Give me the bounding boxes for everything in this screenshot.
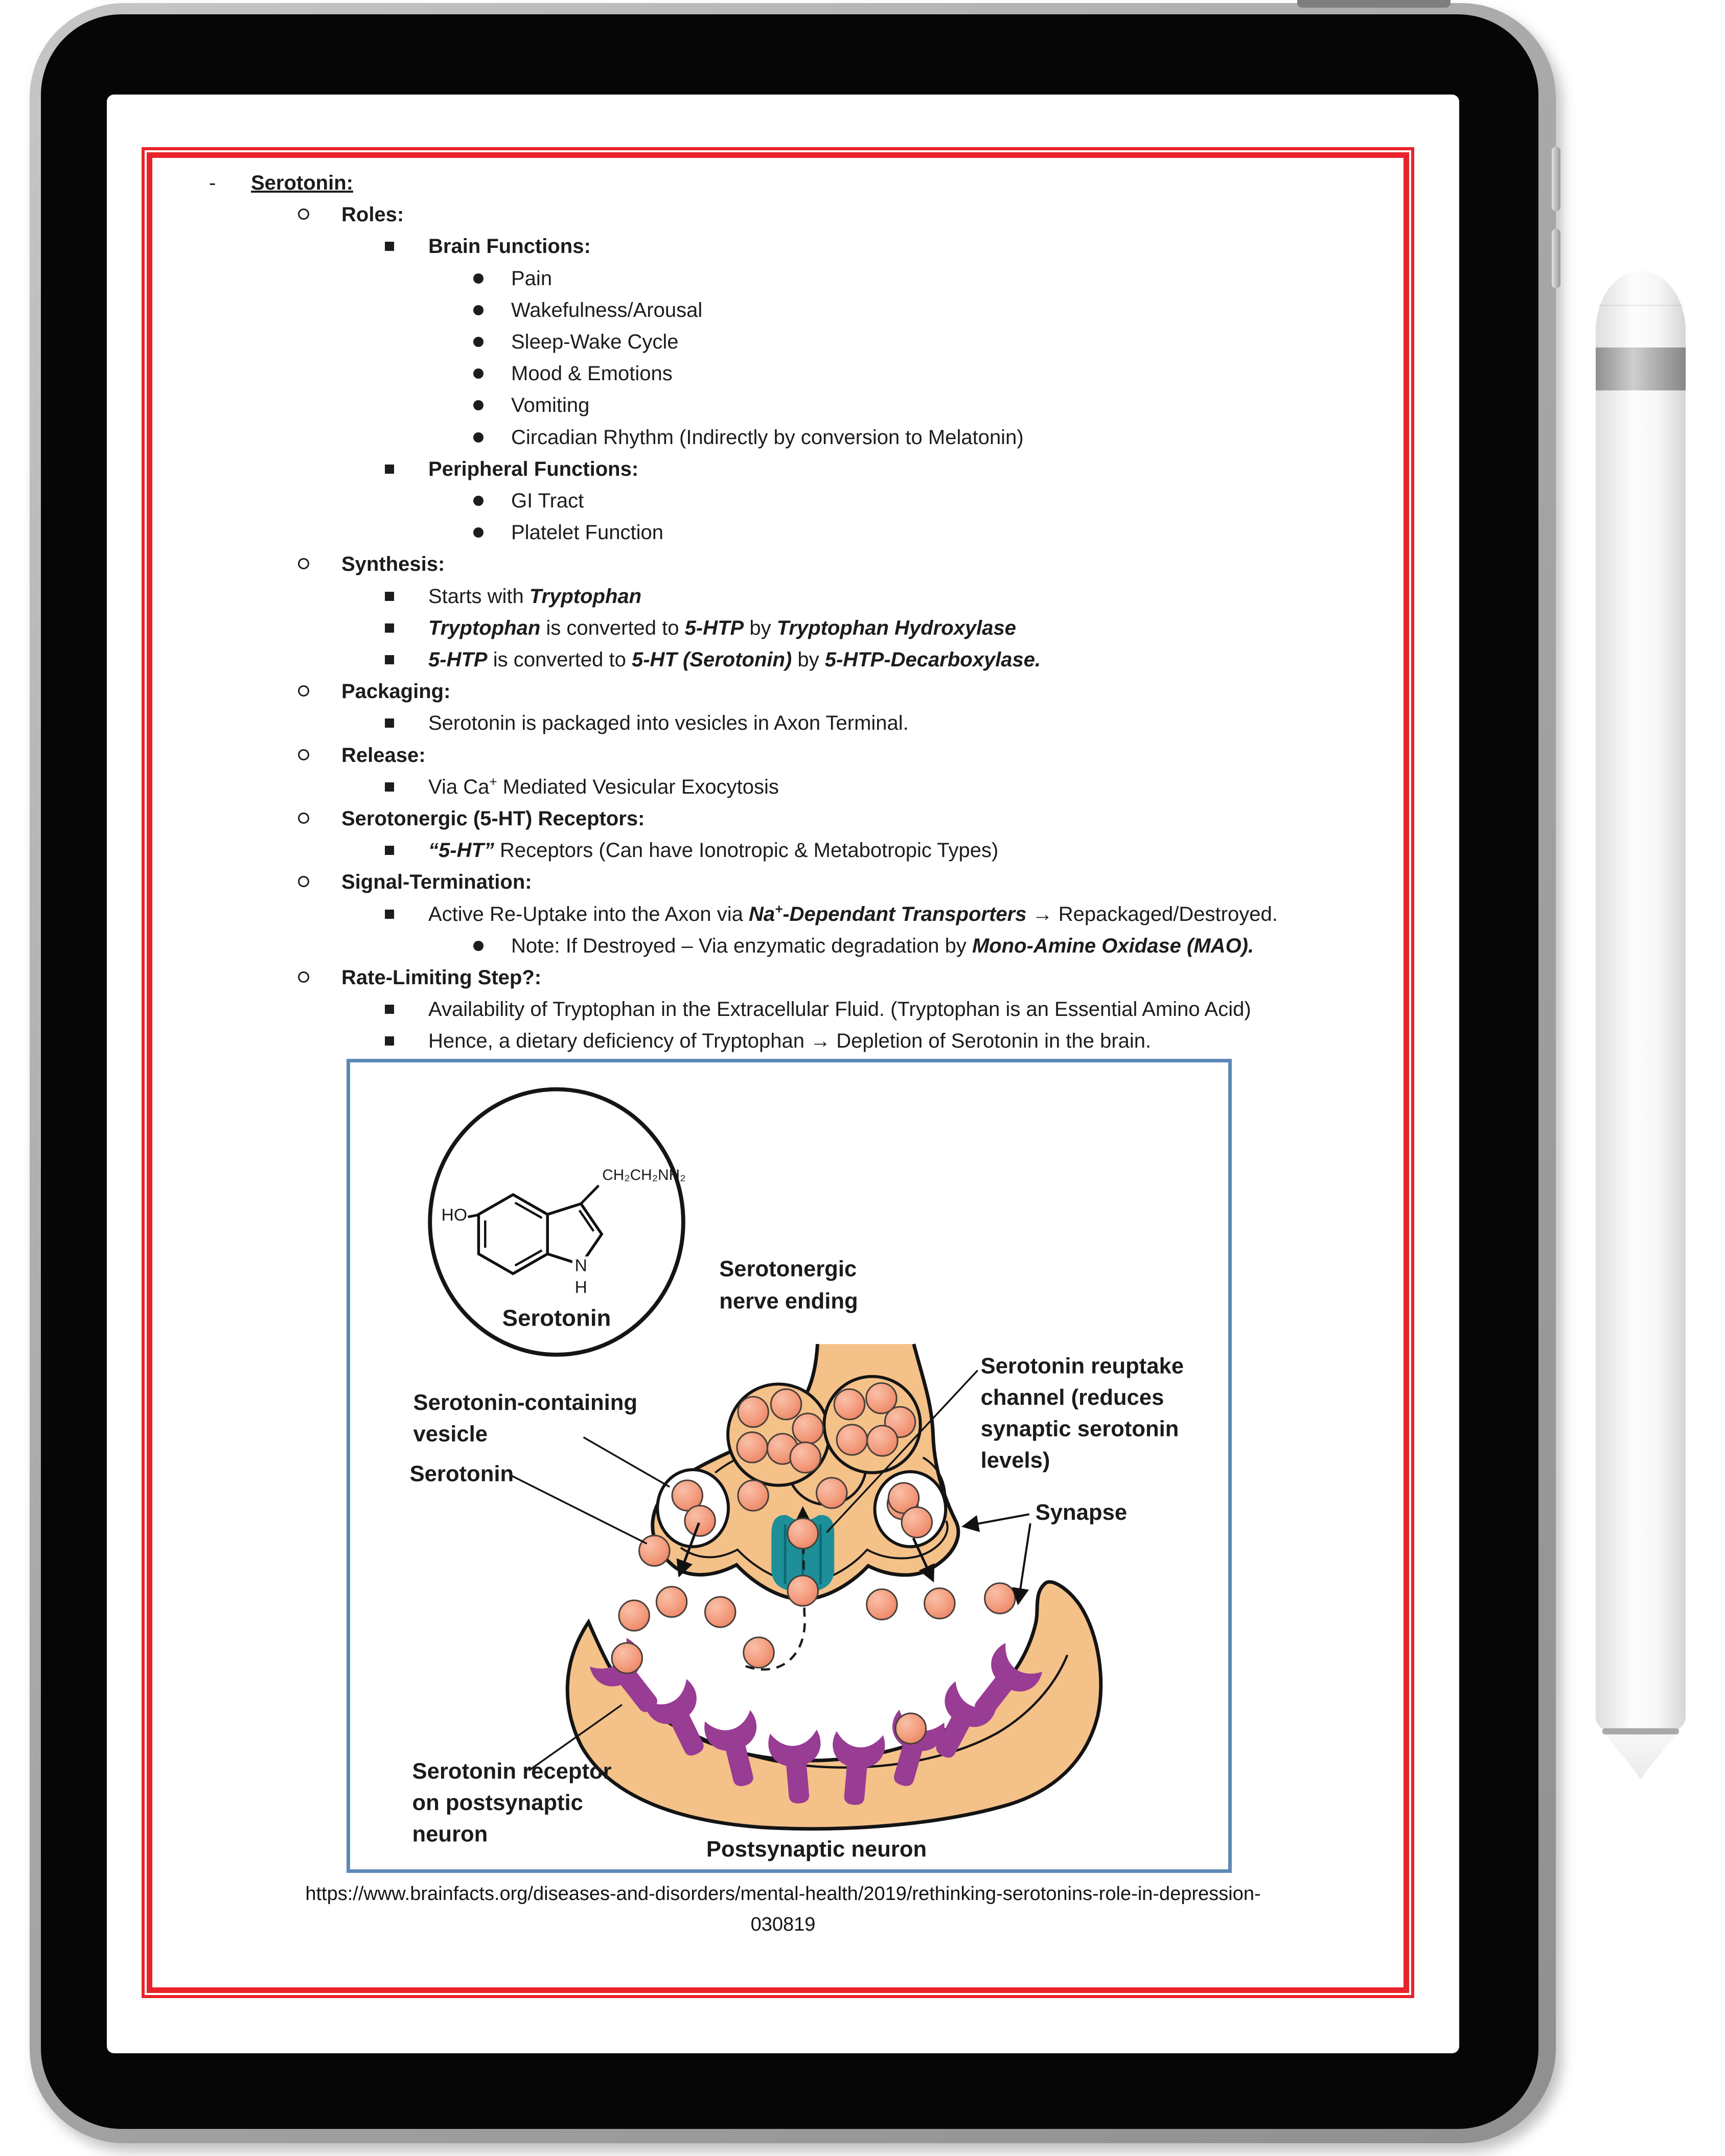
circle-bullet	[298, 876, 309, 887]
outline-text: Rate-Limiting Step?:	[341, 966, 542, 989]
outline-item	[0, 866, 1482, 898]
outline-text: Packaging:	[341, 680, 451, 703]
outline-text: Signal-Termination:	[341, 871, 532, 893]
outline-text: Availability of Tryptophan in the Extracellular Fluid. (Tryptophan is an Essential Amino Acid)	[428, 998, 1251, 1021]
outline-item	[0, 230, 1482, 262]
label-nerve-ending-1: Serotonergic	[719, 1257, 857, 1282]
square-bullet	[385, 718, 394, 728]
label-serotonin: Serotonin	[409, 1462, 514, 1487]
square-bullet	[385, 655, 394, 664]
label-synapse: Synapse	[1035, 1500, 1128, 1525]
square-bullet	[385, 1005, 394, 1014]
outline-text: Hence, a dietary deficiency of Tryptophan → Depletion of Serotonin in the brain.	[428, 1030, 1152, 1052]
outline-item	[0, 644, 1482, 676]
outline-item	[0, 294, 1482, 326]
circle-bullet	[298, 558, 309, 569]
outline-text: Roles:	[341, 203, 404, 226]
synapse-figure	[347, 1059, 1232, 1873]
outline-item	[0, 739, 1482, 771]
molecule-label: Serotonin	[502, 1305, 611, 1331]
molecule-n: N	[574, 1256, 587, 1276]
outline-text: Active Re-Uptake into the Axon via Na+-Dependant Transporters → Repackaged/Destroyed.	[428, 901, 1278, 925]
label-reuptake-2: channel (reduces	[980, 1385, 1164, 1410]
molecule-chain: CH₂CH₂NH₂	[602, 1166, 686, 1184]
serotonin-molecule	[430, 1089, 685, 1355]
source-url-line2: 030819	[750, 1914, 816, 1935]
molecule-ho: HO	[441, 1205, 468, 1225]
outline-item	[0, 707, 1482, 739]
circle-bullet	[298, 749, 309, 760]
square-bullet	[385, 465, 394, 474]
circle-bullet	[298, 813, 309, 824]
outline-text: Vomiting	[511, 394, 590, 416]
outline-item	[0, 389, 1482, 421]
outline-text: Sleep-Wake Cycle	[511, 331, 679, 353]
label-reuptake-3: synaptic serotonin	[980, 1417, 1179, 1442]
outline-item	[0, 898, 1482, 930]
label-nerve-ending-2: nerve ending	[719, 1289, 858, 1314]
outline-item	[0, 930, 1482, 962]
outline-item	[0, 962, 1482, 993]
outline-item	[0, 676, 1482, 707]
square-bullet	[385, 782, 394, 792]
outline-item	[0, 803, 1482, 834]
outline-text: Serotonin:	[251, 172, 353, 194]
dot-bullet	[473, 273, 484, 284]
dot-bullet	[473, 368, 484, 379]
outline-text: Release:	[341, 744, 426, 767]
dot-bullet	[473, 305, 484, 315]
outline-text: Circadian Rhythm (Indirectly by conversion to Melatonin)	[511, 426, 1024, 449]
label-vesicle-1: Serotonin-containing	[413, 1390, 638, 1415]
outline-item	[0, 612, 1482, 644]
label-receptor-2: on postsynaptic	[412, 1791, 583, 1816]
outline-item	[0, 263, 1482, 294]
outline-text: Tryptophan is converted to 5-HTP by Tryptophan Hydroxylase	[428, 617, 1016, 639]
outline-text: Synthesis:	[341, 553, 445, 575]
outline-item	[0, 1025, 1482, 1057]
square-bullet	[385, 910, 394, 919]
square-bullet	[385, 623, 394, 633]
outline-item	[0, 422, 1482, 453]
square-bullet	[385, 592, 394, 601]
dot-bullet	[473, 527, 484, 538]
outline-text: Pain	[511, 267, 553, 290]
circle-bullet	[298, 971, 309, 983]
source-url-line1: https://www.brainfacts.org/diseases-and-disorders/mental-health/2019/rethinking-serotonins-role-in-depression-	[305, 1883, 1261, 1905]
molecule-h: H	[574, 1278, 587, 1297]
outline-item	[0, 453, 1482, 485]
label-receptor-3: neuron	[412, 1822, 488, 1847]
outline-text: Peripheral Functions:	[428, 458, 639, 480]
outline-text: Brain Functions:	[428, 235, 591, 258]
dash-bullet: -	[209, 172, 216, 194]
outline-item	[0, 834, 1482, 866]
dot-bullet	[473, 941, 484, 951]
circle-bullet	[298, 685, 309, 697]
outline-item	[0, 993, 1482, 1025]
dot-bullet	[473, 400, 484, 410]
label-reuptake-1: Serotonin reuptake	[980, 1354, 1184, 1379]
square-bullet	[385, 242, 394, 251]
dot-bullet	[473, 496, 484, 506]
synapse-arrow-lower	[1018, 1523, 1030, 1604]
outline-text: Serotonergic (5-HT) Receptors:	[341, 807, 645, 830]
label-postsynaptic: Postsynaptic neuron	[706, 1837, 927, 1862]
outline-item	[0, 358, 1482, 389]
outline-item	[0, 485, 1482, 517]
outline-text: GI Tract	[511, 490, 584, 512]
outline-item	[0, 167, 1482, 199]
outline-item	[0, 771, 1482, 803]
outline-item	[0, 199, 1482, 230]
outline-text: Serotonin is packaged into vesicles in Axon Terminal.	[428, 712, 909, 734]
outline-text: Platelet Function	[511, 521, 663, 544]
synapse-figure-svg	[350, 1062, 1228, 1869]
outline-item	[0, 581, 1482, 612]
synapse-arrow-upper	[963, 1514, 1029, 1526]
outline-text: Starts with Tryptophan	[428, 585, 642, 608]
label-receptor-1: Serotonin receptor	[412, 1759, 612, 1784]
dot-bullet	[473, 337, 484, 347]
outline-text: Wakefulness/Arousal	[511, 299, 703, 321]
label-reuptake-4: levels)	[980, 1448, 1050, 1473]
outline-text: Via Ca+ Mediated Vesicular Exocytosis	[428, 774, 779, 798]
outline-text: Mood & Emotions	[511, 362, 673, 385]
square-bullet	[385, 846, 394, 855]
outline-item	[0, 326, 1482, 358]
outline-item	[0, 548, 1482, 580]
label-vesicle-2: vesicle	[413, 1422, 488, 1447]
square-bullet	[385, 1036, 394, 1046]
outline-text: 5-HTP is converted to 5-HT (Serotonin) by 5-HTP-Decarboxylase.	[428, 648, 1041, 671]
dot-bullet	[473, 432, 484, 443]
circle-bullet	[298, 208, 309, 220]
outline-text: Note: If Destroyed – Via enzymatic degradation by Mono-Amine Oxidase (MAO).	[511, 935, 1254, 957]
outline-item	[0, 517, 1482, 548]
outline-text: “5-HT” Receptors (Can have Ionotropic & Metabotropic Types)	[428, 839, 999, 862]
